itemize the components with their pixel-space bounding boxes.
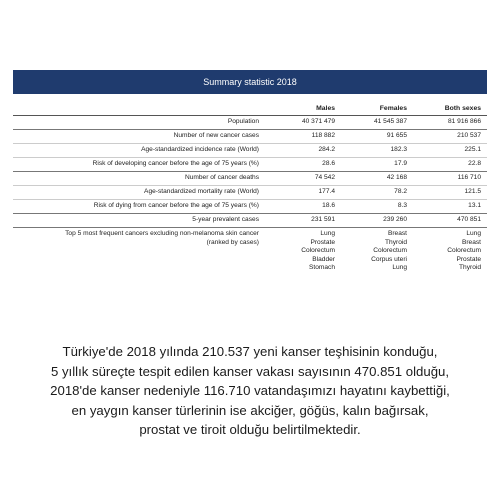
table-row-top5 — [13, 227, 487, 275]
row-label: Age-standardized mortality rate (World) — [13, 185, 269, 199]
row-label: Risk of developing cancer before the age of 75 years (%) — [13, 157, 269, 171]
caption-text — [20, 342, 480, 440]
cell-females: 42 168 — [341, 171, 413, 185]
caption-line: prostat ve tiroit olduğu belirtilmektedir. — [139, 422, 361, 437]
cell-females: 239 260 — [341, 213, 413, 227]
cancer-type: Thyroid — [459, 264, 481, 272]
caption-line: Türkiye'de 2018 yılında 210.537 yeni kanser teşhisinin konduğu, — [62, 344, 438, 359]
row-label-top5 — [13, 227, 269, 275]
cell-males: 74 542 — [269, 171, 341, 185]
cell-both-sexes: 225.1 — [413, 143, 487, 157]
top5-label-line: Top 5 most frequent cancers excluding non-melanoma skin cancer — [65, 229, 259, 237]
cell-males: 28.6 — [269, 157, 341, 171]
cell-both-sexes: 470 851 — [413, 213, 487, 227]
cell-females: 91 655 — [341, 129, 413, 143]
summary-table — [13, 94, 487, 275]
caption-line: 5 yıllık süreçte tespit edilen kanser vakası sayısının 470.851 olduğu, — [50, 363, 450, 379]
cancer-type: Lung — [466, 229, 481, 237]
row-label: 5-year prevalent cases — [13, 213, 269, 227]
caption-line: en yaygın kanser türlerinin ise akciğer, göğüs, kalın bağırsak, — [71, 402, 429, 418]
cancer-type: Colorectum — [373, 247, 407, 255]
cancer-type: Thyroid — [385, 238, 407, 246]
header-both-sexes: Both sexes — [413, 94, 487, 116]
cell-both-sexes: 13.1 — [413, 199, 487, 213]
cancer-type: Corpus uteri — [371, 255, 407, 263]
cell-both-sexes: 121.5 — [413, 185, 487, 199]
row-label: Risk of dying from cancer before the age of 75 years (%) — [13, 199, 269, 213]
summary-statistic-card — [13, 70, 487, 305]
cancer-type: Colorectum — [447, 247, 481, 255]
cell-males-top5 — [269, 227, 341, 275]
table-row — [13, 171, 487, 185]
cell-males: 284.2 — [269, 143, 341, 157]
table-row — [13, 143, 487, 157]
table-row — [13, 185, 487, 199]
cancer-type: Bladder — [312, 255, 335, 263]
cell-both-sexes-top5 — [413, 227, 487, 275]
table-title: Summary statistic 2018 — [13, 70, 487, 94]
cell-both-sexes: 81 916 866 — [413, 116, 487, 130]
cancer-type: Lung — [392, 264, 407, 272]
cell-females: 8.3 — [341, 199, 413, 213]
cancer-type: Stomach — [308, 264, 335, 272]
cancer-type: Prostate — [310, 238, 335, 246]
table-body — [13, 116, 487, 276]
header-males: Males — [269, 94, 341, 116]
caption-line: 2018'de kanser nedeniyle 116.710 vatandaşımızı hayatını kaybettiği, — [50, 383, 450, 398]
table-header-row — [13, 94, 487, 116]
cell-males: 231 591 — [269, 213, 341, 227]
header-females: Females — [341, 94, 413, 116]
top5-label-line: (ranked by cases) — [206, 238, 259, 246]
cell-males: 18.6 — [269, 199, 341, 213]
row-label: Number of cancer deaths — [13, 171, 269, 185]
cell-males: 40 371 479 — [269, 116, 341, 130]
cell-both-sexes: 22.8 — [413, 157, 487, 171]
cell-females: 17.9 — [341, 157, 413, 171]
table-row — [13, 116, 487, 130]
header-label — [13, 94, 269, 116]
cell-females: 78.2 — [341, 185, 413, 199]
table-row — [13, 129, 487, 143]
cell-females: 182.3 — [341, 143, 413, 157]
table-row — [13, 199, 487, 213]
cell-females-top5 — [341, 227, 413, 275]
cell-both-sexes: 116 710 — [413, 171, 487, 185]
cancer-type: Lung — [320, 229, 335, 237]
cancer-type: Breast — [387, 229, 407, 237]
table-row — [13, 213, 487, 227]
cancer-type: Prostate — [456, 255, 481, 263]
cell-both-sexes: 210 537 — [413, 129, 487, 143]
row-label: Number of new cancer cases — [13, 129, 269, 143]
row-label: Age-standardized incidence rate (World) — [13, 143, 269, 157]
cell-males: 118 882 — [269, 129, 341, 143]
cancer-type: Breast — [461, 238, 481, 246]
row-label: Population — [13, 116, 269, 130]
table-row — [13, 157, 487, 171]
cell-females: 41 545 387 — [341, 116, 413, 130]
cell-males: 177.4 — [269, 185, 341, 199]
cancer-type: Colorectum — [301, 247, 335, 255]
